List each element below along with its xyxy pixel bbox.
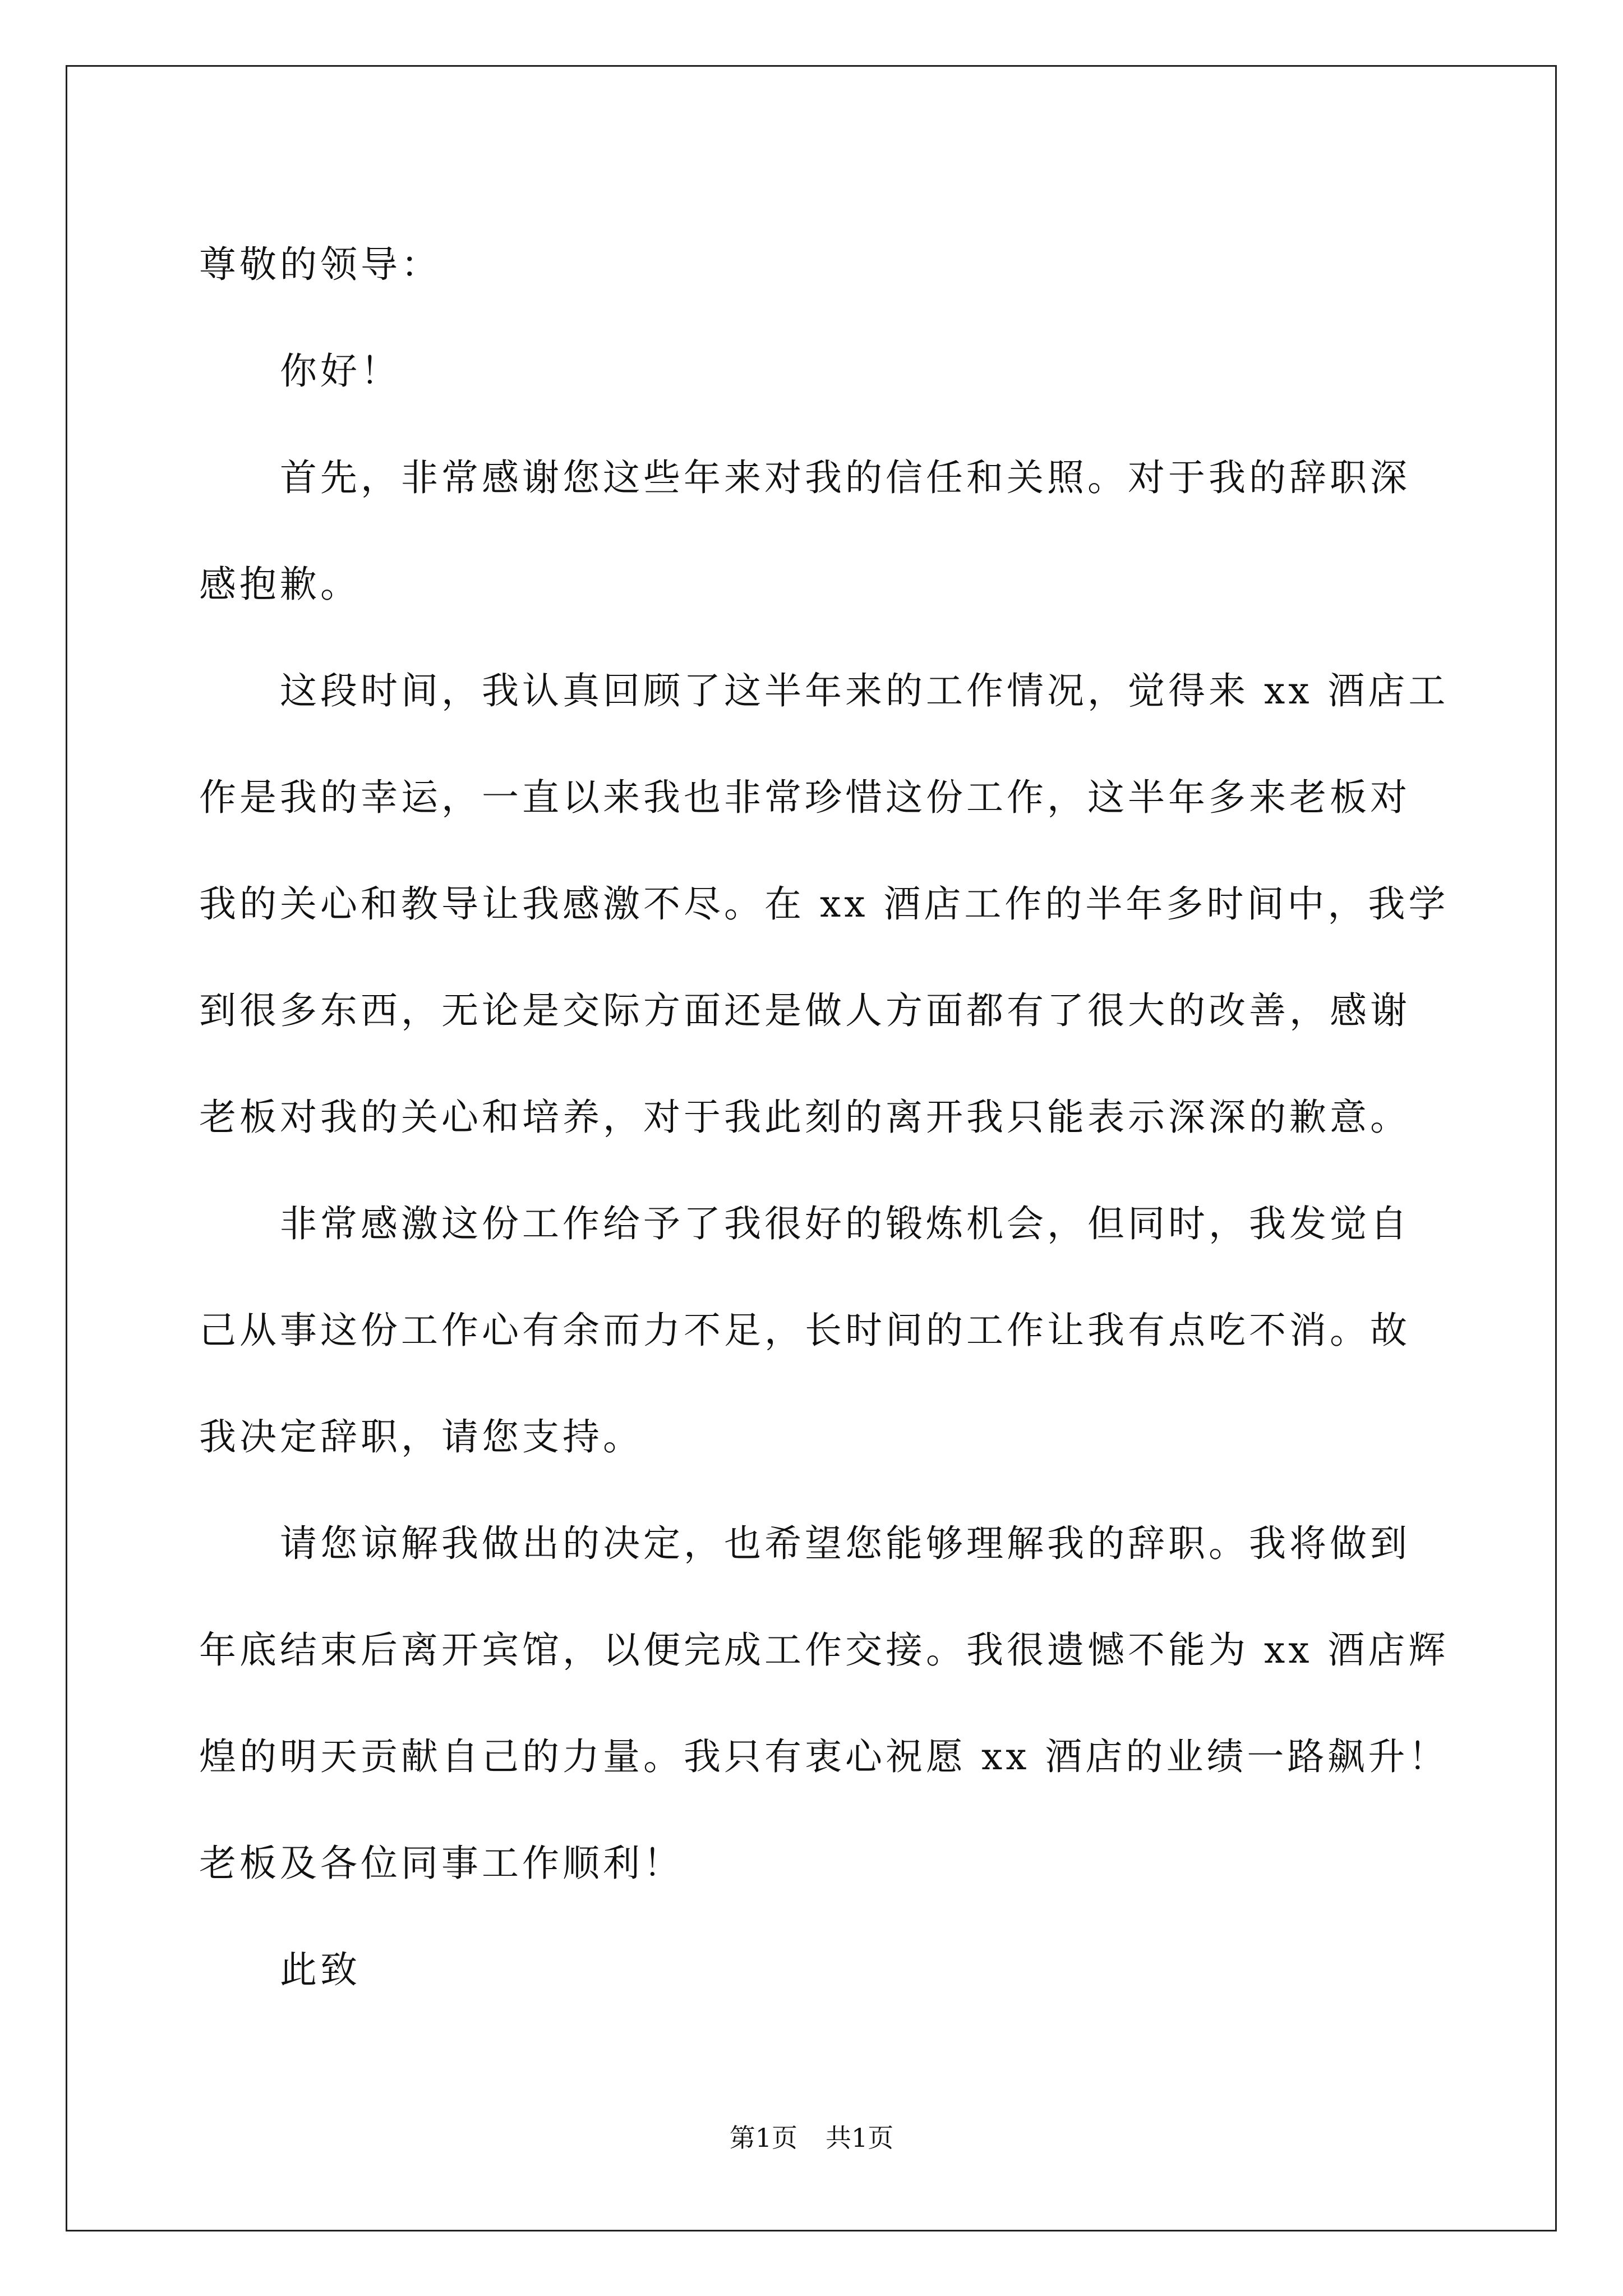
paragraph-line: 非常感激这份工作给予了我很好的锻炼机会，但同时，我发觉自 xyxy=(280,1202,1410,1245)
paragraph-line: 到很多东西，无论是交际方面还是做人方面都有了很大的改善，感谢 xyxy=(199,989,1410,1032)
letter-body xyxy=(199,211,1449,2023)
page-footer xyxy=(0,2121,1623,2155)
paragraph-line: 请您谅解我做出的决定，也希望您能够理解我的辞职。我将做到 xyxy=(280,1522,1410,1565)
paragraph-line: 老板对我的关心和培养，对于我此刻的离开我只能表示深深的歉意。 xyxy=(199,1096,1410,1139)
paragraph-line: 感抱歉。 xyxy=(199,563,361,606)
paragraph-line: 我决定辞职，请您支持。 xyxy=(199,1415,643,1458)
paragraph-line: 老板及各位同事工作顺利！ xyxy=(199,1842,684,1885)
paragraph-line: 这段时间，我认真回顾了这半年来的工作情况，觉得来 xx 酒店工 xyxy=(280,669,1449,712)
closing: 此致 xyxy=(280,1948,361,1991)
paragraph-line: 我的关心和教导让我感激不尽。在 xx 酒店工作的半年多时间中，我学 xyxy=(199,882,1449,926)
paragraph-line: 煌的明天贡献自己的力量。我只有衷心祝愿 xx 酒店的业绩一路飙升！ xyxy=(199,1735,1449,1778)
page-total: 共1页 xyxy=(826,2123,894,2153)
paragraph-line: 年底结束后离开宾馆，以便完成工作交接。我很遗憾不能为 xx 酒店辉 xyxy=(199,1628,1449,1672)
page-number: 第1页 xyxy=(729,2123,797,2153)
salutation: 尊敬的领导： xyxy=(199,243,441,286)
greeting: 你好！ xyxy=(280,349,401,393)
paragraph-line: 首先，非常感谢您这些年来对我的信任和关照。对于我的辞职深 xyxy=(280,456,1410,499)
paragraph-line: 己从事这份工作心有余而力不足，长时间的工作让我有点吃不消。故 xyxy=(199,1309,1410,1352)
paragraph-line: 作是我的幸运，一直以来我也非常珍惜这份工作，这半年多来老板对 xyxy=(199,776,1410,819)
